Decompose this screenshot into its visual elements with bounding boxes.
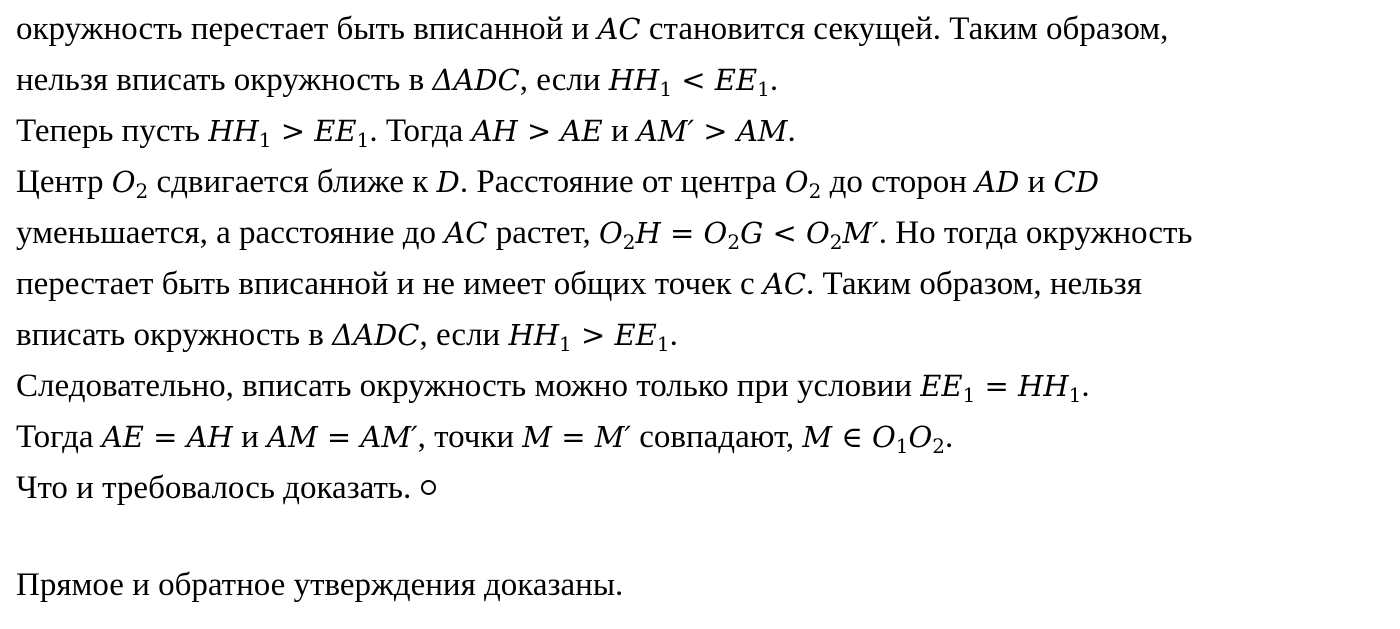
- math-text: O: [599, 216, 623, 250]
- math-expression: [597, 12, 640, 46]
- text-run: и: [232, 419, 268, 455]
- math-text: HH: [608, 63, 660, 97]
- text-run: Теперь пусть: [16, 113, 209, 149]
- math-expression: [672, 63, 770, 101]
- math-text: HH: [208, 114, 259, 148]
- text-run: . Но тогда окружность: [878, 215, 1193, 251]
- text-line: [16, 361, 1386, 412]
- text-run: . Таким образом, нельзя: [806, 266, 1142, 302]
- math-text: AC: [762, 267, 807, 301]
- math-subscript: 1: [895, 434, 909, 458]
- text-run: совпадают,: [631, 419, 803, 455]
- math-expression: [842, 216, 878, 250]
- text-run: и: [602, 113, 637, 149]
- text-run: Следовательно, вписать окружность можно только при условии: [16, 368, 921, 404]
- math-expression: [437, 165, 460, 199]
- math-text: G < O: [740, 216, 830, 250]
- math-expression: [635, 216, 741, 254]
- text-run: . Тогда: [369, 113, 472, 149]
- math-expression: [740, 216, 843, 254]
- blank-line: [16, 514, 1386, 560]
- proof-document: [16, 4, 1386, 611]
- math-expression: [267, 420, 418, 454]
- math-text: ΔADC: [332, 318, 420, 352]
- math-expression: [637, 114, 788, 148]
- math-text: AC: [444, 216, 488, 250]
- text-run: до сторон: [821, 164, 976, 200]
- math-subscript: 1: [1068, 383, 1082, 407]
- text-run: .: [787, 113, 796, 149]
- math-expression: [1054, 165, 1099, 199]
- text-run: Прямое и обратное утверждения доказаны.: [16, 567, 624, 603]
- math-subscript: 1: [656, 332, 670, 356]
- text-line: [16, 157, 1386, 208]
- math-subscript: 2: [932, 434, 946, 458]
- math-expression: [784, 165, 822, 203]
- text-run: становится секущей. Таким образом,: [640, 11, 1169, 47]
- math-expression: [102, 420, 233, 454]
- math-text: M′: [842, 216, 879, 250]
- math-expression: [208, 114, 272, 152]
- text-run: , если: [519, 62, 609, 98]
- text-run: .: [669, 317, 678, 353]
- math-expression: [472, 114, 603, 148]
- math-subscript: 2: [829, 230, 843, 254]
- math-subscript: 1: [559, 332, 572, 356]
- text-run: вписать окружность в: [16, 317, 333, 353]
- math-expression: [763, 267, 806, 301]
- text-run: перестает быть вписанной и не имеет общих точек с: [16, 266, 763, 302]
- math-expression: [508, 318, 572, 356]
- text-run: .: [769, 62, 779, 98]
- text-line: [16, 55, 1386, 106]
- math-text: D: [436, 165, 460, 199]
- math-text: < EE: [672, 63, 758, 97]
- text-line: [16, 310, 1386, 361]
- math-text: HH: [508, 318, 560, 352]
- text-run: окружность перестает быть вписанной и: [16, 11, 598, 47]
- math-text: CD: [1053, 165, 1099, 199]
- math-text: > EE: [271, 114, 357, 148]
- math-text: AM′ > AM: [636, 114, 788, 148]
- math-expression: [111, 165, 149, 203]
- text-run: Тогда: [16, 419, 102, 455]
- text-run: , точки: [417, 419, 523, 455]
- math-expression: [975, 165, 1019, 199]
- text-line: [16, 208, 1386, 259]
- text-line: [16, 259, 1386, 310]
- text-line: [16, 560, 1386, 611]
- math-expression: [908, 420, 946, 458]
- math-subscript: 2: [622, 230, 636, 254]
- math-text: M ∈ O: [802, 420, 896, 454]
- math-subscript: 1: [962, 383, 976, 407]
- math-text: AD: [975, 165, 1020, 199]
- text-run: и: [1019, 164, 1054, 200]
- math-text: EE: [920, 369, 963, 403]
- math-expression: [444, 216, 487, 250]
- math-expression: [608, 63, 673, 101]
- text-run: .: [945, 419, 954, 455]
- text-run: сдвигается ближе к: [148, 164, 437, 200]
- math-expression: [432, 63, 519, 97]
- end-of-proof-icon: [421, 480, 436, 495]
- text-run: нельзя вписать окружность в: [16, 62, 433, 98]
- math-text: O: [784, 165, 809, 199]
- text-run: Центр: [16, 164, 112, 200]
- math-text: M = M′: [522, 420, 632, 454]
- math-subscript: 2: [808, 179, 822, 203]
- math-expression: [975, 369, 1082, 407]
- math-expression: [599, 216, 636, 254]
- text-run: Что и требовалось доказать.: [16, 470, 412, 506]
- math-expression: [332, 318, 419, 352]
- text-run: уменьшается, а расстояние до: [16, 215, 445, 251]
- math-text: = HH: [975, 369, 1069, 403]
- math-subscript: 1: [356, 128, 370, 152]
- text-line: [16, 4, 1386, 55]
- math-text: ΔADC: [432, 63, 520, 97]
- math-subscript: 1: [659, 77, 673, 101]
- math-text: > EE: [571, 318, 657, 352]
- math-expression: [571, 318, 670, 356]
- text-line: [16, 106, 1386, 157]
- math-text: O: [111, 165, 136, 199]
- text-run: растет,: [487, 215, 599, 251]
- math-expression: [271, 114, 370, 152]
- math-expression: [920, 369, 976, 407]
- math-text: H = O: [635, 216, 728, 250]
- math-subscript: 2: [727, 230, 741, 254]
- math-subscript: 1: [258, 128, 272, 152]
- math-text: AH > AE: [471, 114, 603, 148]
- math-text: AE = AH: [101, 420, 233, 454]
- text-run: , если: [419, 317, 509, 353]
- math-subscript: 1: [757, 77, 770, 101]
- text-run: .: [1081, 368, 1090, 404]
- math-text: O: [908, 420, 933, 454]
- math-text: AC: [597, 12, 641, 46]
- math-text: AM = AM′: [267, 420, 418, 454]
- math-expression: [522, 420, 631, 454]
- text-line: [16, 463, 1386, 514]
- text-line: [16, 412, 1386, 463]
- math-expression: [802, 420, 909, 458]
- math-subscript: 2: [135, 179, 149, 203]
- text-run: . Расстояние от центра: [459, 164, 785, 200]
